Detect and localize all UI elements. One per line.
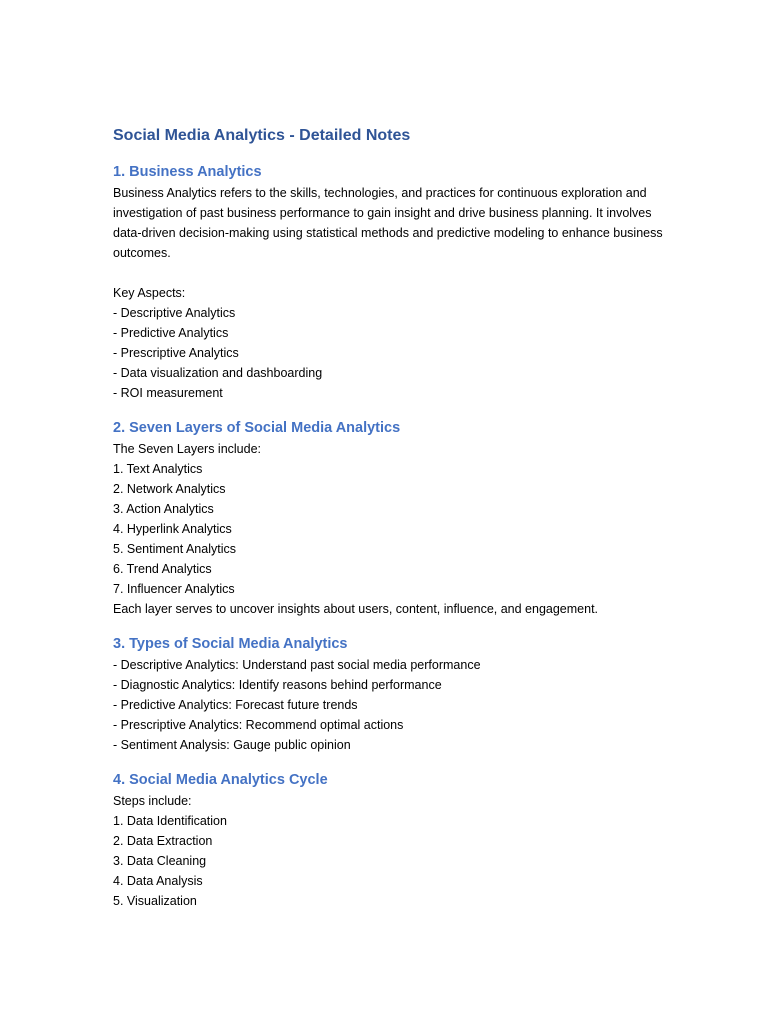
list-item: 5. Sentiment Analytics [113, 542, 236, 556]
list-item: 5. Visualization [113, 894, 197, 908]
document-page [113, 125, 673, 911]
list-item: - ROI measurement [113, 386, 223, 400]
section-heading: 3. Types of Social Media Analytics [113, 636, 348, 652]
list-item: 1. Data Identification [113, 814, 227, 828]
list-item: - Descriptive Analytics: Understand past social media performance [113, 658, 481, 672]
list-item: - Predictive Analytics: Forecast future trends [113, 698, 358, 712]
list-item: 1. Text Analytics [113, 462, 203, 476]
list-item: - Sentiment Analysis: Gauge public opinion [113, 738, 351, 752]
list-item: - Prescriptive Analytics: Recommend optimal actions [113, 718, 404, 732]
list-item: 4. Hyperlink Analytics [113, 522, 232, 536]
list-item: 3. Data Cleaning [113, 854, 207, 868]
list-item: - Predictive Analytics [113, 326, 229, 340]
list-item: - Descriptive Analytics [113, 306, 236, 320]
section-cycle [113, 769, 673, 911]
list-item: 3. Action Analytics [113, 502, 214, 516]
section-business-analytics [113, 161, 673, 403]
section-seven-layers [113, 417, 673, 619]
section-outro: Each layer serves to uncover insights about users, content, influence, and engagement. [113, 602, 599, 616]
section-intro: The Seven Layers include: [113, 442, 262, 456]
section-paragraph: Business Analytics refers to the skills, technologies, and practices for continuous exploration and investigation of past business performance to gain insight and drive business planning. It involves data-driven decision-making using statistical methods and predictive modeling to enhance business outcomes. [113, 186, 663, 260]
list-item: 2. Network Analytics [113, 482, 226, 496]
document-title: Social Media Analytics - Detailed Notes [113, 127, 411, 144]
list-item: 2. Data Extraction [113, 834, 213, 848]
section-heading: 2. Seven Layers of Social Media Analytics [113, 420, 401, 436]
list-item: 4. Data Analysis [113, 874, 203, 888]
list-item: 7. Influencer Analytics [113, 582, 235, 596]
list-item: - Prescriptive Analytics [113, 346, 239, 360]
list-item: 6. Trend Analytics [113, 562, 212, 576]
section-intro: Key Aspects: [113, 286, 186, 300]
section-heading: 4. Social Media Analytics Cycle [113, 772, 328, 788]
section-types [113, 633, 673, 755]
list-item: - Diagnostic Analytics: Identify reasons behind performance [113, 678, 442, 692]
list-item: - Data visualization and dashboarding [113, 366, 323, 380]
section-heading: 1. Business Analytics [113, 164, 262, 180]
section-intro: Steps include: [113, 794, 192, 808]
blank-line [113, 263, 673, 283]
